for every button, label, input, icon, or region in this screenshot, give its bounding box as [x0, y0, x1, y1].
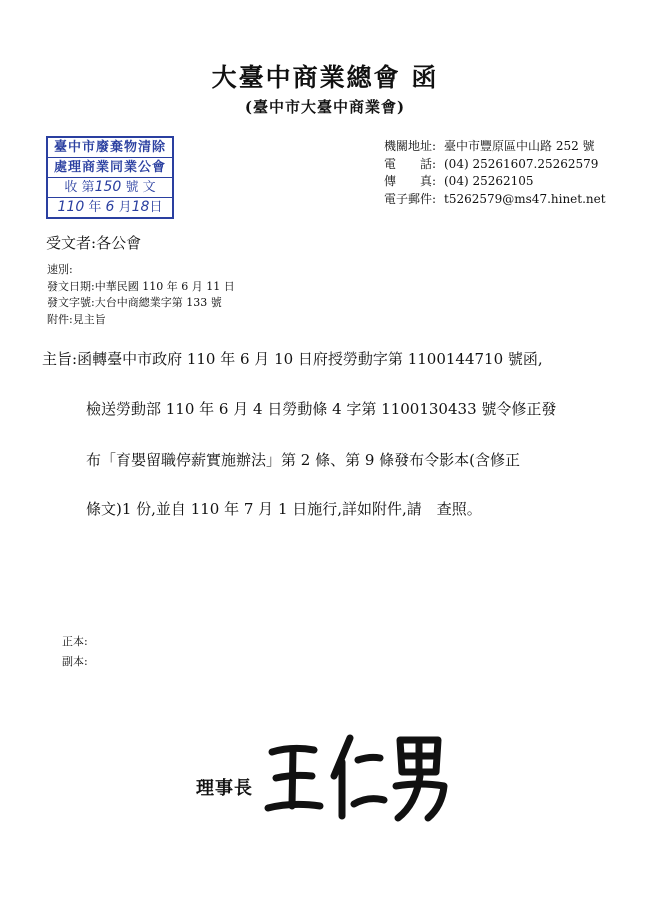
meta-doc-number-value: 大台中商總業字第 133 號	[94, 296, 222, 309]
meta-speed	[47, 262, 235, 279]
distribution-block	[62, 632, 88, 672]
subject-line-1	[42, 348, 543, 369]
received-stamp	[46, 136, 174, 219]
subject-label: 主旨:	[42, 350, 78, 368]
original-copy	[62, 632, 88, 652]
contact-email	[384, 191, 606, 209]
document-subtitle: (臺中市大臺中商業會)	[244, 98, 406, 116]
meta-date-label: 發文日期:	[47, 279, 95, 293]
contact-fax	[384, 173, 606, 191]
subject-line-4: 條文)1 份,並自 110 年 7 月 1 日施行,詳如附件,請 查照。	[86, 500, 482, 518]
stamp-date-month-unit: 月	[118, 200, 132, 215]
duplicate-copy-label: 副本:	[62, 655, 88, 668]
contact-address	[384, 138, 606, 156]
document-title: 大臺中商業總會 函	[211, 63, 439, 92]
contact-fax-value: (04) 25262105	[444, 174, 534, 188]
meta-date-value: 中華民國 110 年 6 月 11 日	[94, 279, 235, 293]
recipient-value: 各公會	[96, 234, 142, 252]
stamp-org-line1: 臺中市廢棄物清除	[48, 138, 172, 158]
meta-attachment-label: 附件:	[47, 312, 73, 326]
meta-date	[47, 279, 235, 296]
document-meta	[47, 262, 235, 328]
stamp-received-suffix: 號	[125, 180, 139, 195]
original-copy-label: 正本:	[62, 635, 88, 648]
signature-title: 理事長	[196, 778, 253, 799]
contact-fax-label: 傳 真:	[384, 174, 437, 188]
stamp-date-day-unit: 日	[149, 200, 163, 215]
stamp-received-number	[48, 178, 172, 198]
stamp-date-year: 110	[57, 199, 85, 215]
subject-line-2: 檢送勞動部 110 年 6 月 4 日勞動條 4 字第 1100130433 號令修正發	[86, 400, 557, 418]
stamp-date-day: 18	[131, 199, 150, 215]
contact-phone	[384, 156, 606, 174]
duplicate-copy	[62, 652, 88, 672]
stamp-date-year-unit: 年	[88, 200, 102, 215]
recipient	[46, 232, 141, 253]
subject-text-1: 函轉臺中市政府 110 年 6 月 10 日府授勞動字第 1100144710 號函,	[77, 350, 543, 368]
contact-phone-label: 電 話:	[384, 156, 437, 171]
stamp-received-word: 第	[81, 180, 95, 195]
contact-address-label: 機關地址:	[384, 139, 437, 153]
contact-address-value: 臺中市豐原區中山路 252 號	[444, 139, 595, 153]
meta-doc-number	[47, 295, 235, 312]
handwritten-signature	[262, 728, 452, 828]
stamp-received-date	[48, 198, 172, 217]
subject-line-3: 布「育嬰留職停薪實施辦法」第 2 條、第 9 條發布令影本(含修正	[86, 451, 521, 469]
meta-speed-label: 速別:	[47, 263, 73, 276]
meta-attachment-value: 見主旨	[72, 312, 106, 326]
contact-email-label: 電子郵件:	[384, 191, 437, 206]
stamp-date-month: 6	[105, 199, 115, 215]
stamp-received-number-value: 150	[94, 179, 122, 195]
stamp-received-prefix: 收	[64, 180, 78, 195]
contact-phone-value: (04) 25261607.25262579	[444, 156, 599, 171]
stamp-org-line2: 處理商業同業公會	[48, 158, 172, 178]
meta-attachment	[47, 312, 235, 329]
stamp-received-doc: 文	[142, 180, 156, 195]
contact-block	[384, 138, 606, 208]
signature-block	[196, 728, 456, 828]
recipient-label: 受文者:	[46, 234, 97, 252]
meta-doc-number-label: 發文字號:	[47, 296, 95, 309]
contact-email-value: t5262579@ms47.hinet.net	[444, 191, 606, 206]
